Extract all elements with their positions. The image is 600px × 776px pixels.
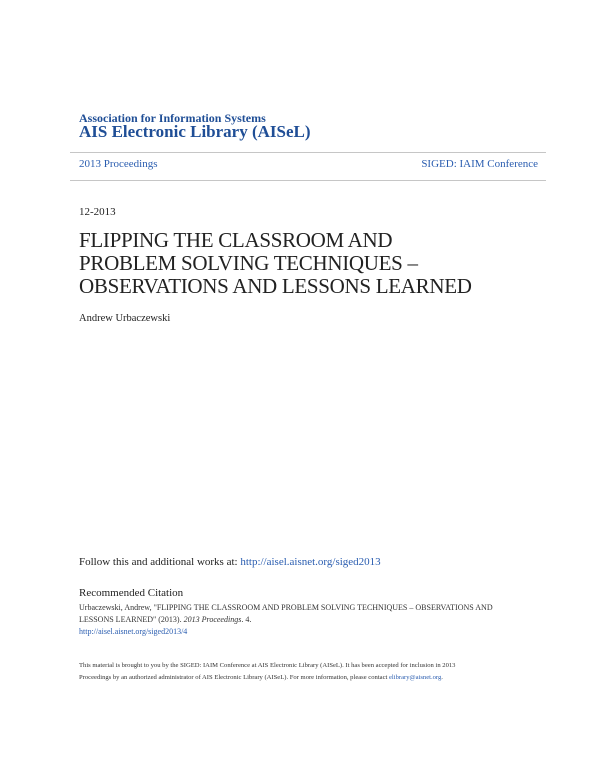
divider-bottom bbox=[70, 180, 546, 181]
proceedings-link[interactable]: 2013 Proceedings bbox=[79, 158, 158, 170]
footer-line: This material is brought to you by the SIGED: IAIM Conference at AIS Electronic Library (AISeL). It has been accepted for inclusion in 2013 bbox=[79, 662, 456, 669]
citation-text: LESSONS LEARNED" (2013). bbox=[79, 615, 184, 624]
recommended-citation-heading: Recommended Citation bbox=[79, 587, 184, 599]
association-name: Association for Information Systems bbox=[79, 111, 266, 125]
paper-title bbox=[79, 229, 549, 298]
title-line: OBSERVATIONS AND LESSONS LEARNED bbox=[79, 274, 472, 298]
title-line: FLIPPING THE CLASSROOM AND bbox=[79, 228, 393, 252]
citation-line bbox=[79, 614, 549, 626]
library-name: AIS Electronic Library (AISeL) bbox=[79, 122, 311, 141]
divider-top bbox=[70, 152, 546, 153]
citation-proceedings: 2013 Proceedings bbox=[183, 615, 242, 624]
footer-text: . bbox=[441, 674, 443, 681]
publication-date: 12-2013 bbox=[79, 206, 116, 218]
citation-line: Urbaczewski, Andrew, "FLIPPING THE CLASSROOM AND PROBLEM SOLVING TECHNIQUES – OBSERVATIONS AND bbox=[79, 603, 493, 612]
footer-text: Proceedings by an authorized administrator of AIS Electronic Library (AISeL). For more information, please contact bbox=[79, 674, 389, 681]
follow-line bbox=[79, 556, 381, 568]
footer-line bbox=[79, 672, 549, 684]
contact-email-link[interactable]: elibrary@aisnet.org bbox=[389, 674, 442, 681]
citation-text: . 4. bbox=[241, 615, 252, 624]
footer-notice bbox=[79, 660, 549, 684]
follow-link[interactable]: http://aisel.aisnet.org/siged2013 bbox=[240, 556, 381, 568]
author-name: Andrew Urbaczewski bbox=[79, 313, 171, 324]
conference-link[interactable]: SIGED: IAIM Conference bbox=[421, 158, 538, 170]
citation-block bbox=[79, 602, 549, 638]
title-line: PROBLEM SOLVING TECHNIQUES – bbox=[79, 251, 418, 275]
citation-link[interactable]: http://aisel.aisnet.org/siged2013/4 bbox=[79, 627, 188, 636]
follow-text: Follow this and additional works at: bbox=[79, 556, 241, 568]
